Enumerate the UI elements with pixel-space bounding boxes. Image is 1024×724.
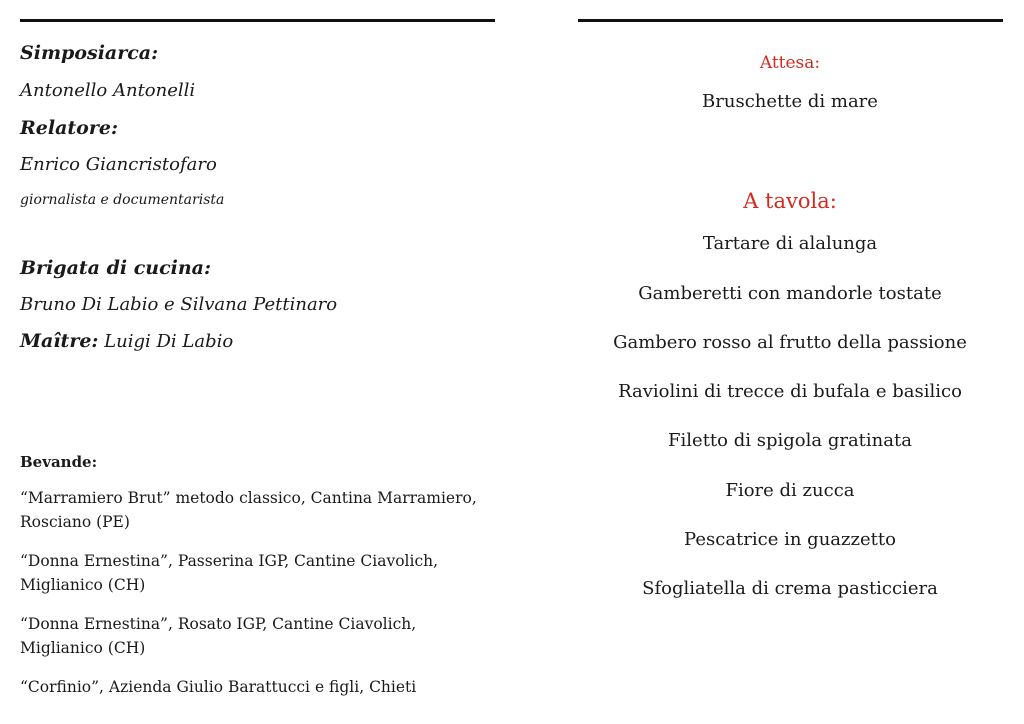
bevanda-item: “Corfinio”, Azienda Giulio Barattucci e figli, Chieti [20, 678, 417, 696]
menu-dish: Gamberetti con mandorle tostate [638, 283, 942, 304]
menu-dish: Pescatrice in guazzetto [684, 529, 896, 550]
relatore-role: giornalista e documentarista [20, 192, 225, 208]
maitre-name: Luigi Di Labio [98, 331, 234, 352]
bevanda-item: “Donna Ernestina”, Passerina IGP, Cantine Ciavolich, Miglianico (CH) [20, 552, 439, 594]
menu-dish: Raviolini di trecce di bufala e basilico [618, 381, 962, 402]
brigata-label: Brigata di cucina: [20, 257, 212, 279]
maitre-label: Maître: [20, 330, 99, 352]
maitre-line [20, 330, 233, 352]
attesa-title: Attesa: [759, 53, 821, 73]
bevande-title: Bevande: [20, 453, 98, 471]
relatore-label: Relatore: [20, 117, 118, 139]
brigata-names: Bruno Di Labio e Silvana Pettinaro [20, 294, 338, 315]
menu-dish: Sfogliatella di crema pasticciera [642, 578, 938, 599]
attesa-dish: Bruschette di mare [702, 91, 878, 112]
menu-dish: Fiore di zucca [725, 480, 855, 501]
menu-dish: Filetto di spigola gratinata [668, 430, 912, 451]
bevanda-item: “Donna Ernestina”, Rosato IGP, Cantine Ciavolich, Miglianico (CH) [20, 615, 417, 657]
tavola-title: A tavola: [743, 189, 837, 213]
bevanda-item: “Marramiero Brut” metodo classico, Cantina Marramiero, Rosciano (PE) [20, 489, 477, 531]
simposiarca-label: Simposiarca: [20, 42, 159, 64]
menu-dish: Tartare di alalunga [702, 233, 878, 254]
relatore-name: Enrico Giancristofaro [20, 154, 217, 175]
menu-dish: Gambero rosso al frutto della passione [613, 332, 967, 353]
left-top-rule [20, 19, 495, 22]
right-top-rule [578, 19, 1003, 22]
simposiarca-name: Antonello Antonelli [20, 80, 196, 101]
